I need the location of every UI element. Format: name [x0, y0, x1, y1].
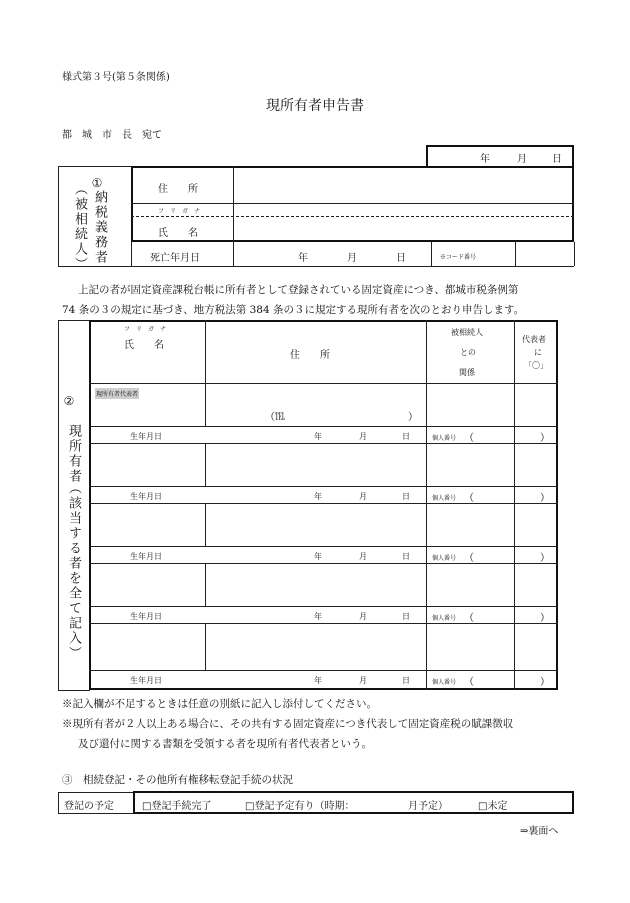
rep-tag: 現所有者代表者 [95, 388, 139, 399]
id-close: ） [540, 613, 550, 624]
owner-4-id-field[interactable] [476, 608, 538, 622]
owner-1-relation-field[interactable] [428, 385, 513, 425]
birth-year: 年 [314, 552, 322, 561]
id-close: ） [540, 677, 550, 688]
tel-label: （℡ [265, 412, 285, 423]
owner-3-relation-field[interactable] [428, 505, 513, 545]
owner-1-address-field[interactable] [207, 385, 425, 405]
birth-label: 生年月日 [130, 676, 162, 685]
owner-4-name-field[interactable] [91, 565, 204, 605]
id-label: 個人番号 [432, 615, 457, 622]
header-name: 氏 名 [124, 340, 164, 351]
death-year: 年 [298, 253, 308, 264]
id-open: （ [464, 613, 474, 624]
birth-year: 年 [314, 432, 322, 441]
birth-year: 年 [314, 676, 322, 685]
date-day: 日 [552, 154, 562, 165]
birth-day: 日 [402, 612, 410, 621]
birth-day: 日 [402, 432, 410, 441]
owner-3-name-field[interactable] [91, 505, 204, 545]
owner-5-address-field[interactable] [207, 625, 425, 669]
birth-month: 月 [359, 492, 367, 501]
section1-number: ① [90, 176, 104, 192]
header-address: 住 所 [290, 350, 330, 361]
registration-label: 登記の予定 [64, 801, 114, 812]
id-label: 個人番号 [432, 679, 457, 686]
id-open: （ [464, 493, 474, 504]
taxpayer-name-field[interactable] [235, 218, 571, 240]
id-label: 個人番号 [432, 555, 457, 562]
taxpayer-furigana-field[interactable] [235, 204, 571, 216]
birth-month: 月 [359, 612, 367, 621]
option-completed[interactable]: □登記手続完了 [142, 801, 212, 812]
form-number: 様式第３号(第５条関係) [62, 72, 170, 83]
header-relation-1: 被相続人 [451, 328, 483, 337]
birth-label: 生年月日 [130, 612, 162, 621]
death-date-label: 死亡年月日 [150, 253, 200, 264]
id-label: 個人番号 [432, 435, 457, 442]
note-2b: 及び還付に関する書類を受領する者を現所有者代表者という。 [78, 738, 372, 750]
statement-line2: 74 条の３の規定に基づき、地方税法第 384 条の３に規定する現所有者を次のとおり申告します。 [62, 304, 525, 316]
owner-1-rep-field[interactable] [516, 385, 556, 425]
owner-2-rep-field[interactable] [516, 445, 556, 485]
section1-subtitle: （被相続人） [72, 182, 87, 272]
option-planned[interactable]: □登記予定有り（時期： [245, 801, 355, 812]
owner-4-relation-field[interactable] [428, 565, 513, 605]
death-day: 日 [396, 253, 406, 264]
taxpayer-name-label: 氏 名 [158, 228, 198, 239]
id-open: （ [464, 677, 474, 688]
birth-month: 月 [359, 676, 367, 685]
option-planned-month: 月予定） [408, 801, 448, 812]
id-close: ） [540, 553, 550, 564]
section2-number: ② [62, 394, 76, 410]
date-year: 年 [480, 154, 490, 165]
owner-3-address-field[interactable] [207, 505, 425, 545]
header-rep-2: に [534, 348, 542, 357]
id-close: ） [540, 493, 550, 504]
option-undecided[interactable]: □未定 [478, 801, 508, 812]
section3-title: ③ 相続登記・その他所有権移転登記手続の状況 [62, 774, 293, 786]
death-month: 月 [347, 253, 357, 264]
owner-2-id-field[interactable] [476, 488, 538, 502]
birth-day: 日 [402, 676, 410, 685]
note-2a: ※現所有者が２人以上ある場合に、その共有する固定資産につき代表して固定資産税の賦課徴収 [62, 718, 514, 730]
owner-2-name-field[interactable] [91, 445, 204, 485]
birth-year: 年 [314, 492, 322, 501]
id-close: ） [540, 433, 550, 444]
owner-4-rep-field[interactable] [516, 565, 556, 605]
tel-close: ） [408, 412, 418, 423]
section2-title: 現所有者 [66, 424, 81, 484]
birth-month: 月 [359, 432, 367, 441]
birth-day: 日 [402, 552, 410, 561]
owner-1-tel-field[interactable] [280, 405, 406, 425]
date-month: 月 [517, 154, 527, 165]
statement-line1: 上記の者が固定資産課税台帳に所有者として登録されている固定資産につき、都城市税条例第 [78, 284, 519, 296]
owner-4-address-field[interactable] [207, 565, 425, 605]
page-title: 現所有者申告書 [266, 98, 364, 114]
owner-3-id-field[interactable] [476, 548, 538, 562]
id-label: 個人番号 [432, 495, 457, 502]
birth-day: 日 [402, 492, 410, 501]
owner-5-name-field[interactable] [91, 625, 204, 669]
code-number-label: ※コード番号 [440, 254, 477, 261]
header-furigana: フ リ ガ ナ [124, 326, 167, 333]
birth-year: 年 [314, 612, 322, 621]
owner-2-relation-field[interactable] [428, 445, 513, 485]
id-open: （ [464, 433, 474, 444]
birth-label: 生年月日 [130, 492, 162, 501]
note-1: ※記入欄が不足するときは任意の別紙に記入し添付してください。 [62, 698, 377, 710]
taxpayer-address-field[interactable] [235, 168, 571, 202]
owner-2-address-field[interactable] [207, 445, 425, 485]
header-relation-2: との [460, 348, 476, 357]
code-number-field[interactable] [516, 243, 573, 265]
death-date-field[interactable] [234, 243, 431, 265]
next-page-note: ⇒裏面へ [520, 826, 559, 837]
owner-5-id-field[interactable] [476, 672, 538, 686]
owner-5-relation-field[interactable] [428, 625, 513, 669]
header-rep-1: 代表者 [522, 335, 546, 344]
header-relation-3: 関係 [459, 368, 475, 377]
taxpayer-furigana-label: フ リ ガ ナ [158, 208, 201, 215]
taxpayer-address-label: 住 所 [158, 184, 198, 195]
header-rep-3: 「〇」 [524, 361, 548, 370]
addressee: 都 城 市 長 宛て [62, 130, 162, 141]
owner-5-rep-field[interactable] [516, 625, 556, 669]
birth-month: 月 [359, 552, 367, 561]
birth-label: 生年月日 [130, 552, 162, 561]
owner-1-name-field[interactable] [91, 399, 204, 425]
birth-label: 生年月日 [130, 432, 162, 441]
owner-3-rep-field[interactable] [516, 505, 556, 545]
owner-1-id-field[interactable] [476, 428, 538, 442]
section2-subtitle: （該当する者を全て記入） [66, 481, 81, 661]
id-open: （ [464, 553, 474, 564]
section1-title: 納税義務者 [92, 190, 107, 265]
